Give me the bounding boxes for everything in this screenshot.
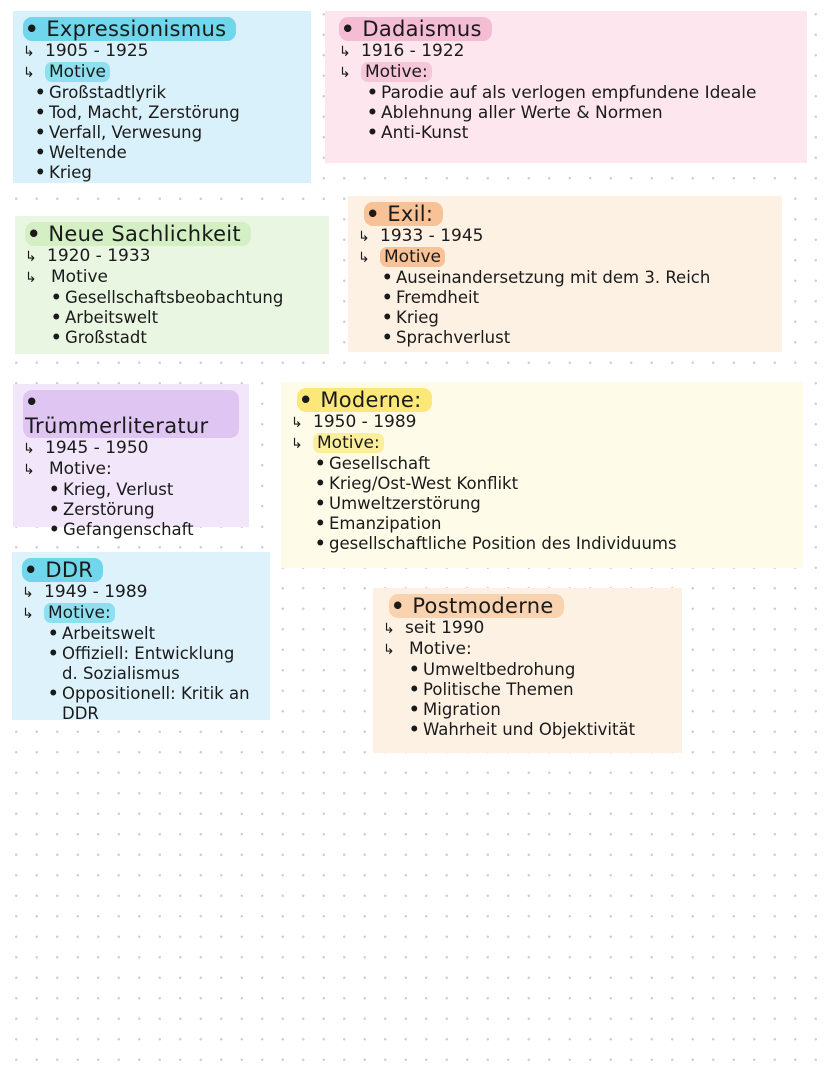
list-item: • Anti-Kunst — [381, 123, 797, 143]
epoch-title: • DDR — [22, 558, 103, 582]
list-item: • Offiziell: Entwicklung d. Sozialismus — [62, 644, 252, 684]
motive-heading: ↳ Motive: — [23, 459, 112, 479]
arrow-icon: ↳ — [291, 436, 303, 452]
arrow-icon: ↳ — [23, 441, 35, 457]
list-item: • Migration — [423, 700, 672, 720]
list-item: • Weltende — [49, 143, 301, 163]
list-item: • Zerstörung — [63, 500, 239, 520]
list-item: • Umweltzerstörung — [329, 494, 793, 514]
epoch-title: • Moderne: — [297, 388, 432, 412]
arrow-icon: ↳ — [358, 229, 370, 245]
motive-list — [23, 480, 239, 540]
card-dadaismus — [325, 11, 807, 163]
motive-heading: ↳ Motive — [358, 247, 772, 268]
motive-heading: ↳ Motive: — [22, 603, 260, 624]
motive-heading: ↳ Motive: — [383, 639, 472, 659]
list-item: • Verfall, Verwesung — [49, 123, 301, 143]
epoch-title: • Exil: — [364, 202, 443, 226]
arrow-icon: ↳ — [23, 462, 35, 478]
motive-list — [291, 454, 793, 554]
epoch-title: • Trümmerliteratur — [23, 390, 239, 438]
card-truemmerliteratur — [13, 384, 249, 539]
list-item: • Großstadtlyrik — [49, 83, 301, 103]
arrow-icon: ↳ — [23, 65, 35, 81]
epoch-title: • Neue Sachlichkeit — [25, 222, 251, 246]
list-item: • Arbeitswelt — [62, 624, 260, 644]
motive-list — [22, 624, 260, 724]
arrow-icon: ↳ — [22, 606, 34, 622]
motive-list — [23, 83, 301, 183]
list-item: • Krieg, Verlust — [63, 480, 239, 500]
card-ddr — [12, 552, 270, 723]
list-item: • Fremdheit — [396, 288, 772, 308]
arrow-icon: ↳ — [339, 44, 351, 60]
epoch-years: ↳ 1950 - 1989 — [291, 412, 417, 432]
motive-list — [358, 268, 772, 348]
list-item: • Auseinandersetzung mit dem 3. Reich — [396, 268, 772, 288]
list-item: • Krieg — [49, 163, 301, 183]
list-item: • Krieg — [396, 308, 772, 328]
epoch-years: ↳ 1905 - 1925 — [23, 41, 149, 61]
list-item: • Gesellschaft — [329, 454, 793, 474]
arrow-icon: ↳ — [25, 270, 37, 286]
motive-list — [383, 660, 672, 740]
arrow-icon: ↳ — [383, 621, 395, 637]
list-item: • Gesellschaftsbeobachtung — [65, 288, 319, 308]
motive-list — [339, 83, 797, 143]
list-item: • Parodie auf als verlogen empfundene Ideale — [381, 83, 771, 103]
card-expressionismus — [13, 11, 311, 183]
list-item: • Ablehnung aller Werte & Normen — [381, 103, 797, 123]
list-item: • Tod, Macht, Zerstörung — [49, 103, 301, 123]
motive-list — [25, 288, 319, 348]
arrow-icon: ↳ — [291, 415, 303, 431]
arrow-icon: ↳ — [383, 642, 395, 658]
list-item: • Sprachverlust — [396, 328, 772, 348]
epoch-years: ↳ 1920 - 1933 — [25, 246, 151, 266]
list-item: • Emanzipation — [329, 514, 793, 534]
arrow-icon: ↳ — [23, 44, 35, 60]
list-item: • Großstadt — [65, 328, 319, 348]
list-item: • Gefangenschaft — [63, 520, 239, 540]
epoch-years: ↳ 1916 - 1922 — [339, 41, 465, 61]
motive-heading: ↳ Motive — [23, 62, 301, 83]
epoch-title: • Postmoderne — [389, 594, 564, 618]
arrow-icon: ↳ — [339, 65, 351, 81]
list-item: • Umweltbedrohung — [423, 660, 672, 680]
motive-heading: ↳ Motive — [25, 267, 108, 287]
list-item: • gesellschaftliche Position des Individuums — [329, 534, 793, 554]
arrow-icon: ↳ — [25, 249, 37, 265]
card-moderne — [281, 382, 803, 568]
list-item: • Politische Themen — [423, 680, 672, 700]
motive-heading: ↳ Motive: — [291, 433, 793, 454]
epoch-years: ↳ 1949 - 1989 — [22, 582, 148, 602]
list-item: • Krieg/Ost-West Konflikt — [329, 474, 793, 494]
epoch-years: ↳ seit 1990 — [383, 618, 485, 638]
list-item: • Arbeitswelt — [65, 308, 319, 328]
motive-heading: ↳ Motive: — [339, 62, 797, 83]
epoch-title: • Dadaismus — [339, 17, 492, 41]
epoch-years: ↳ 1933 - 1945 — [358, 226, 484, 246]
card-neue-sachlichkeit — [15, 216, 329, 354]
card-postmoderne — [373, 588, 682, 753]
arrow-icon: ↳ — [358, 250, 370, 266]
arrow-icon: ↳ — [22, 585, 34, 601]
card-exil — [348, 196, 782, 352]
epoch-title: • Expressionismus — [23, 17, 236, 41]
list-item: • Oppositionell: Kritik an DDR — [62, 684, 262, 724]
list-item: • Wahrheit und Objektivität — [423, 720, 672, 740]
epoch-years: ↳ 1945 - 1950 — [23, 438, 149, 458]
